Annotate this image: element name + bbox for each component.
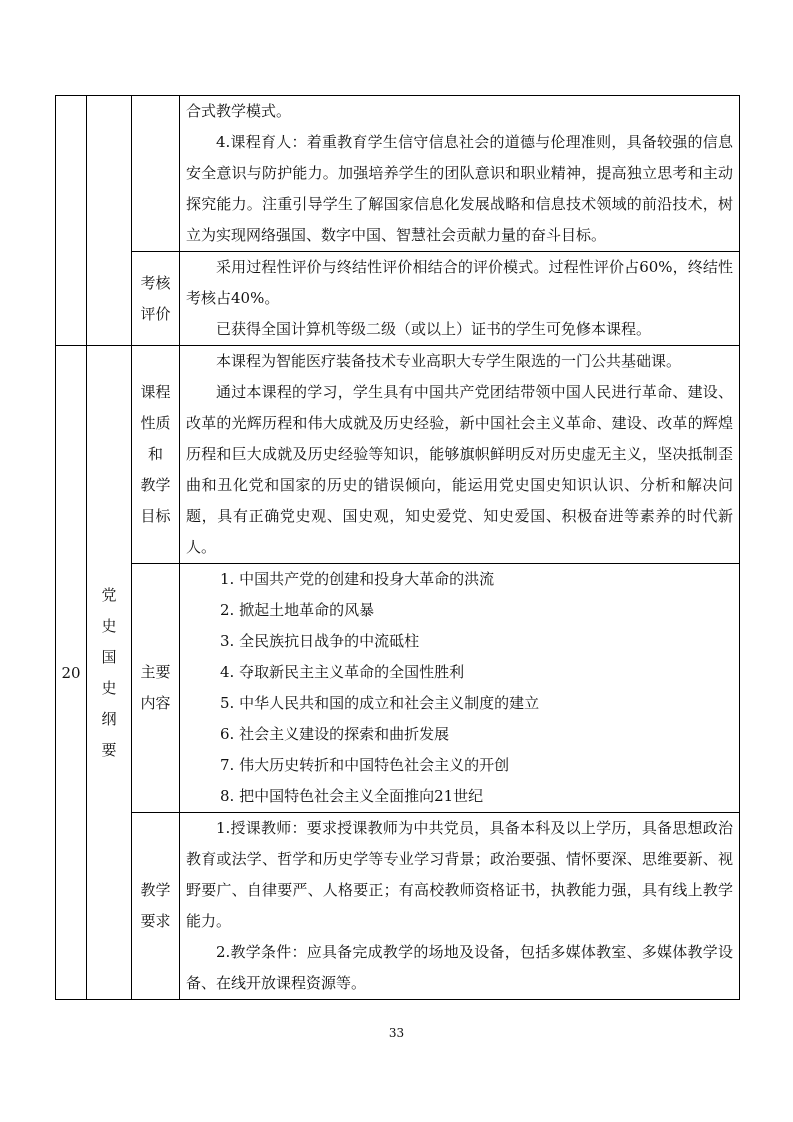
list-item: 3. 全民族抗日战争的中流砥柱 xyxy=(220,632,420,650)
curriculum-table xyxy=(55,95,740,1000)
content-cell xyxy=(180,96,740,252)
assessment-cell xyxy=(180,252,740,346)
list-item: 6. 社会主义建设的探索和曲折发展 xyxy=(220,725,450,743)
teaching-req-label: 教学 要求 xyxy=(132,813,180,1000)
number-cell-prev xyxy=(56,96,87,346)
education-paragraph: 4.课程育人：着重教育学生信守信息社会的道德与伦理准则，具备较强的信息安全意识与防护能力。加强培养学生的团队意识和职业精神，提高独立思考和主动探究能力。注重引导学生了解国家信息化发展战略和信息技术领域的前沿技术，树立为实现网络强国、数字中国、智慧社会贡献力量的奋斗目标。 xyxy=(186,133,733,244)
assessment-paragraph-2: 已获得全国计算机等级二级（或以上）证书的学生可免修本课程。 xyxy=(216,320,652,338)
course-number: 20 xyxy=(56,346,87,1000)
assessment-label: 考核 评价 xyxy=(132,252,180,346)
table-row xyxy=(56,252,740,346)
course-name-cell-prev xyxy=(87,96,132,346)
main-content-label: 主要 内容 xyxy=(132,564,180,813)
nature-label: 课程 性质 和 教学 目标 xyxy=(132,346,180,564)
list-item: 1. 中国共产党的创建和投身大革命的洪流 xyxy=(220,570,495,588)
req-paragraph-2: 2.教学条件：应具备完成教学的场地及设备，包括多媒体教室、多媒体教学设备、在线开放课程资源等。 xyxy=(186,943,733,992)
content-tail: 合式教学模式。 xyxy=(186,102,292,120)
nature-cell xyxy=(180,346,740,564)
table-row xyxy=(56,346,740,564)
req-paragraph-1: 1.授课教师：要求授课教师为中共党员，具备本科及以上学历，具备思想政治教育或法学、哲学和历史学等专业学习背景；政治要强、情怀要深、思维要新、视野要广、自律要严、人格要正；有高校教师资格证书，执教能力强，具有线上教学能力。 xyxy=(186,819,733,930)
list-item: 7. 伟大历史转折和中国特色社会主义的开创 xyxy=(220,756,510,774)
table-row xyxy=(56,813,740,1000)
course-name: 党 史 国 史 纲 要 xyxy=(87,346,132,1000)
nature-paragraph-1: 本课程为智能医疗装备技术专业高职大专学生限选的一门公共基础课。 xyxy=(216,352,682,370)
label-cell-prev xyxy=(132,96,180,252)
table-row xyxy=(56,564,740,813)
list-item: 2. 掀起土地革命的风暴 xyxy=(220,601,375,619)
assessment-paragraph-1: 采用过程性评价与终结性评价相结合的评价模式。过程性评价占60%，终结性考核占40%。 xyxy=(186,258,733,307)
page-number: 33 xyxy=(388,1026,405,1040)
nature-paragraph-2: 通过本课程的学习，学生具有中国共产党团结带领中国人民进行革命、建设、改革的光辉历程和伟大成就及历史经验，新中国社会主义革命、建设、改革的辉煌历程和巨大成就及历史经验等知识，能够旗帜鲜明反对历史虚无主义，坚决抵制歪曲和丑化党和国家的历史的错误倾向，能运用党史国史知识认识、分析和解决问题，具有正确党史观、国史观，知史爱党、知史爱国、积极奋进等素养的时代新人。 xyxy=(186,383,733,556)
list-item: 4. 夺取新民主主义革命的全国性胜利 xyxy=(220,663,465,681)
teaching-req-cell xyxy=(180,813,740,1000)
list-item: 8. 把中国特色社会主义全面推向21世纪 xyxy=(220,787,484,805)
table-row xyxy=(56,96,740,252)
main-content-cell xyxy=(180,564,740,813)
list-item: 5. 中华人民共和国的成立和社会主义制度的建立 xyxy=(220,694,540,712)
